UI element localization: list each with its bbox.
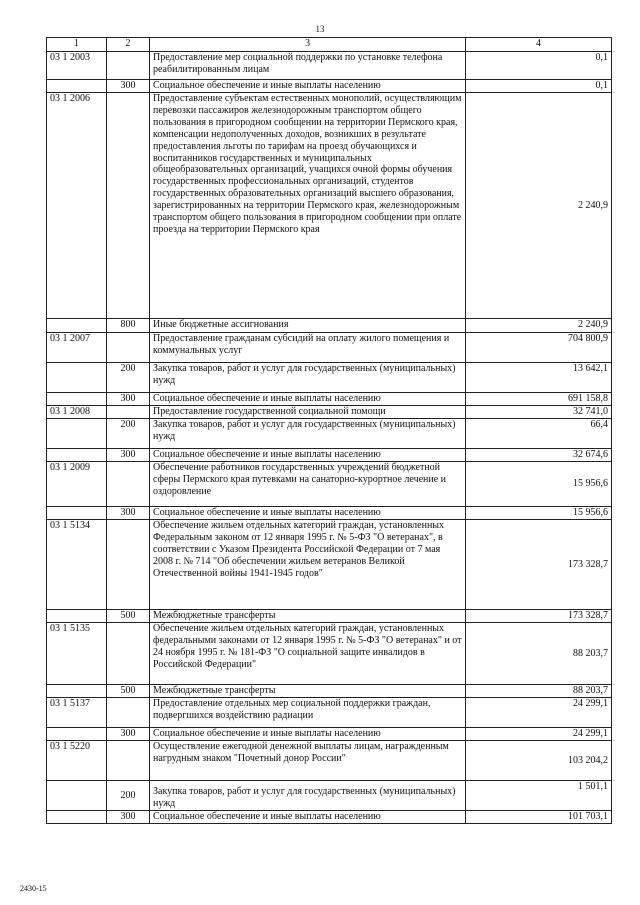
target-code-cell <box>47 811 107 824</box>
table-row <box>47 393 612 406</box>
description-cell: Предоставление гражданам субсидий на оплату жилого помещения и коммунальных услуг <box>150 333 466 363</box>
target-code-cell: 03 1 2003 <box>47 52 107 80</box>
target-code-cell <box>47 685 107 698</box>
description-cell: Предоставление отдельных мер социальной поддержки граждан, подвергшихся воздействию радиации <box>150 698 466 728</box>
amount-cell: 101 703,1 <box>466 811 612 824</box>
budget-table <box>46 37 612 824</box>
expense-type-cell: 200 <box>107 781 150 811</box>
description-cell: Предоставление государственной социальной помощи <box>150 406 466 419</box>
expense-type-cell <box>107 406 150 419</box>
amount-cell: 0,1 <box>466 52 612 80</box>
target-code-cell <box>47 319 107 333</box>
target-code-cell: 03 1 5135 <box>47 623 107 685</box>
expense-type-cell: 300 <box>107 728 150 741</box>
table-row <box>47 93 612 319</box>
description-cell: Социальное обеспечение и иные выплаты населению <box>150 80 466 93</box>
amount-cell: 2 240,9 <box>466 319 612 333</box>
expense-type-cell: 300 <box>107 507 150 520</box>
description-cell: Обеспечение жильем отдельных категорий граждан, установленных Федеральным законом от 12 января 1995 г. № 5-ФЗ "О ветеранах", в соответствии с Указом Президента Российской Федерации от 7 мая 2008 г. № 714 "Об обеспечении жильем ветеранов Великой Отечественной войны 1941-1945 годов" <box>150 520 466 610</box>
description-cell: Межбюджетные трансферты <box>150 610 466 623</box>
target-code-cell <box>47 507 107 520</box>
table-row <box>47 419 612 449</box>
target-code-cell: 03 1 2006 <box>47 93 107 319</box>
amount-cell: 66,4 <box>466 419 612 449</box>
description-cell: Социальное обеспечение и иные выплаты населению <box>150 507 466 520</box>
target-code-cell: 03 1 2007 <box>47 333 107 363</box>
table-row <box>47 462 612 507</box>
table-row <box>47 363 612 393</box>
target-code-cell <box>47 781 107 811</box>
table-row <box>47 685 612 698</box>
document-footer-code: 2430-15 <box>20 884 47 893</box>
expense-type-cell: 800 <box>107 319 150 333</box>
column-header: 2 <box>107 38 150 52</box>
target-code-cell: 03 1 2009 <box>47 462 107 507</box>
description-cell: Социальное обеспечение и иные выплаты населению <box>150 449 466 462</box>
description-cell: Социальное обеспечение и иные выплаты населению <box>150 728 466 741</box>
expense-type-cell <box>107 698 150 728</box>
description-cell: Закупка товаров, работ и услуг для государственных (муниципальных) нужд <box>150 781 466 811</box>
column-header: 3 <box>150 38 466 52</box>
target-code-cell <box>47 728 107 741</box>
table-row <box>47 811 612 824</box>
expense-type-cell <box>107 462 150 507</box>
amount-cell: 704 800,9 <box>466 333 612 363</box>
description-cell: Закупка товаров, работ и услуг для государственных (муниципальных) нужд <box>150 363 466 393</box>
amount-cell: 24 299,1 <box>466 698 612 728</box>
amount-cell: 0,1 <box>466 80 612 93</box>
column-header: 4 <box>466 38 612 52</box>
amount-cell: 2 240,9 <box>466 93 612 319</box>
description-cell: Социальное обеспечение и иные выплаты населению <box>150 811 466 824</box>
table-row <box>47 319 612 333</box>
table-row <box>47 80 612 93</box>
table-row <box>47 781 612 811</box>
table-row <box>47 623 612 685</box>
description-cell: Предоставление мер социальной поддержки по установке телефона реабилитированным лицам <box>150 52 466 80</box>
description-cell: Межбюджетные трансферты <box>150 685 466 698</box>
column-header: 1 <box>47 38 107 52</box>
amount-cell: 13 642,1 <box>466 363 612 393</box>
page-number: 13 <box>315 24 325 34</box>
target-code-cell <box>47 449 107 462</box>
description-cell: Иные бюджетные ассигнования <box>150 319 466 333</box>
amount-cell: 173 328,7 <box>466 520 612 610</box>
table-row <box>47 728 612 741</box>
table-row <box>47 333 612 363</box>
expense-type-cell: 200 <box>107 363 150 393</box>
expense-type-cell <box>107 333 150 363</box>
expense-type-cell: 500 <box>107 685 150 698</box>
expense-type-cell <box>107 520 150 610</box>
target-code-cell <box>47 610 107 623</box>
expense-type-cell <box>107 52 150 80</box>
amount-cell: 88 203,7 <box>466 685 612 698</box>
description-cell: Закупка товаров, работ и услуг для государственных (муниципальных) нужд <box>150 419 466 449</box>
expense-type-cell: 300 <box>107 393 150 406</box>
table-row <box>47 507 612 520</box>
target-code-cell: 03 1 5134 <box>47 520 107 610</box>
table-row <box>47 449 612 462</box>
table-row <box>47 406 612 419</box>
description-cell: Обеспечение работников государственных учреждений бюджетной сферы Пермского края путевками на санаторно-курортное лечение и оздоровление <box>150 462 466 507</box>
amount-cell: 103 204,2 <box>466 741 612 781</box>
table-row <box>47 52 612 80</box>
expense-type-cell <box>107 741 150 781</box>
amount-cell: 32 741,0 <box>466 406 612 419</box>
expense-type-cell: 200 <box>107 419 150 449</box>
description-cell: Обеспечение жильем отдельных категорий граждан, установленных федеральными законами от 12 января 1995 г. № 5-ФЗ "О ветеранах" и от 24 ноября 1995 г. № 181-ФЗ "О социальной защите инвалидов в Российской Федерации" <box>150 623 466 685</box>
table-header-row <box>47 38 612 52</box>
expense-type-cell <box>107 93 150 319</box>
table-row <box>47 610 612 623</box>
expense-type-cell: 300 <box>107 449 150 462</box>
target-code-cell: 03 1 5220 <box>47 741 107 781</box>
amount-cell: 15 956,6 <box>466 462 612 507</box>
description-cell: Предоставление субъектам естественных монополий, осуществляющим перевозки пассажиров железнодорожным транспортом общего пользования в пригородном сообщении на территории Пермского края, компенсации недополученных доходов, возникших в результате предоставления льготы по тарифам на проезд обучающихся и воспитанников государственных и муниципальных общеобразовательных организаций, учащихся очной формы обучения государственных профессиональных организаций, студентов государственных образовательных организаций высшего образования, зарегистрированных на территории Пермского края, железнодорожным транспортом общего пользования в пригородном сообщении при оплате проезда на территории Пермского края <box>150 93 466 319</box>
target-code-cell <box>47 419 107 449</box>
amount-cell: 173 328,7 <box>466 610 612 623</box>
amount-cell: 1 501,1 <box>466 781 612 811</box>
description-cell: Осуществление ежегодной денежной выплаты лицам, награжденным нагрудным знаком "Почетный донор России" <box>150 741 466 781</box>
target-code-cell <box>47 80 107 93</box>
amount-cell: 24 299,1 <box>466 728 612 741</box>
amount-cell: 691 158,8 <box>466 393 612 406</box>
amount-cell: 32 674,6 <box>466 449 612 462</box>
expense-type-cell: 300 <box>107 80 150 93</box>
target-code-cell <box>47 363 107 393</box>
expense-type-cell: 300 <box>107 811 150 824</box>
table-row <box>47 520 612 610</box>
target-code-cell <box>47 393 107 406</box>
amount-cell: 88 203,7 <box>466 623 612 685</box>
expense-type-cell <box>107 623 150 685</box>
amount-cell: 15 956,6 <box>466 507 612 520</box>
target-code-cell: 03 1 2008 <box>47 406 107 419</box>
table-row <box>47 698 612 728</box>
table-row <box>47 741 612 781</box>
target-code-cell: 03 1 5137 <box>47 698 107 728</box>
description-cell: Социальное обеспечение и иные выплаты населению <box>150 393 466 406</box>
expense-type-cell: 500 <box>107 610 150 623</box>
